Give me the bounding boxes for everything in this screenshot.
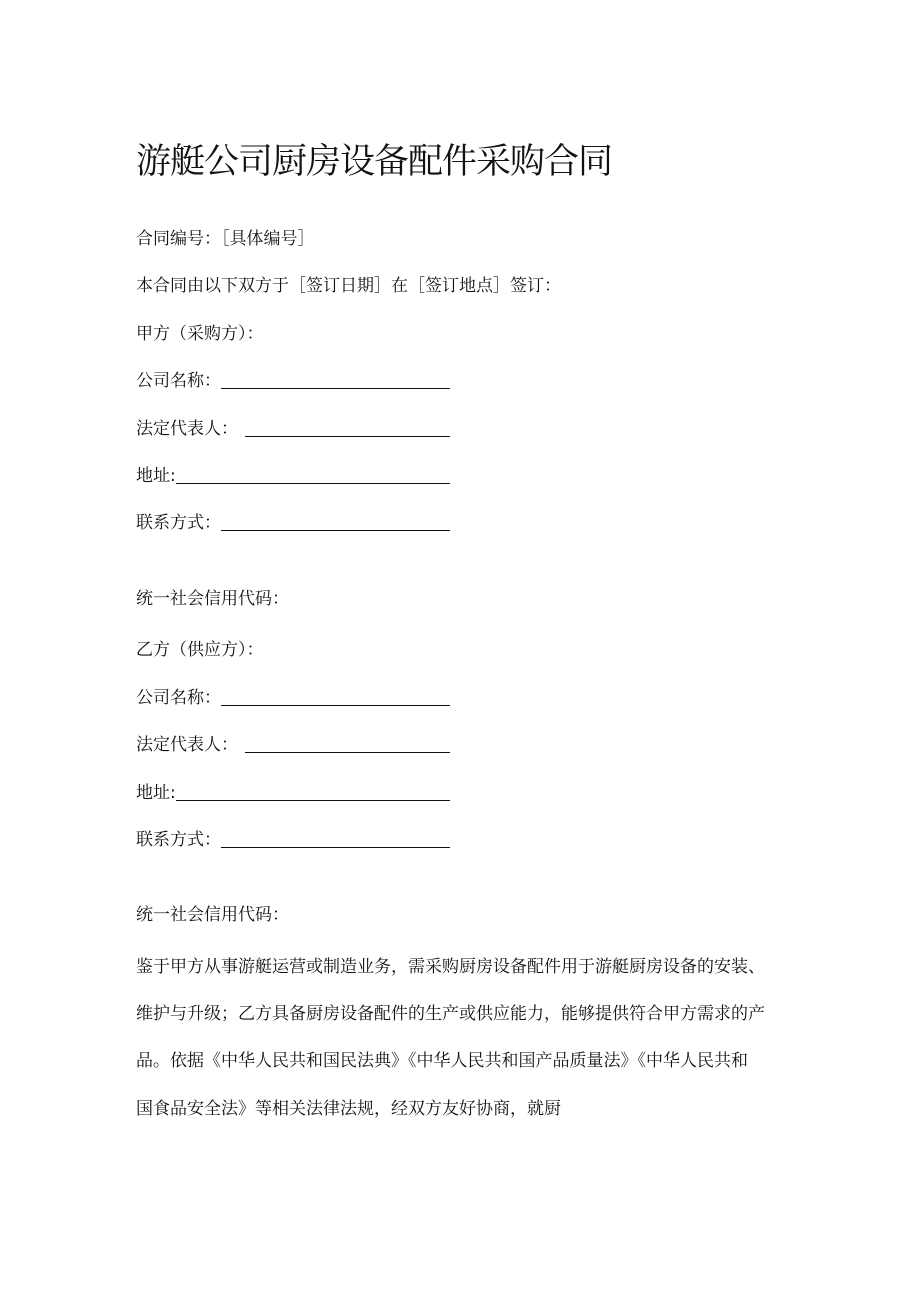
party-b-address-field (136, 781, 176, 805)
party-a-address-blank[interactable] (176, 483, 450, 484)
party-b-contact-blank[interactable] (221, 847, 450, 848)
party-b-contact-label: 联系方式： (136, 830, 221, 850)
party-a-contact-label: 联系方式： (136, 513, 221, 533)
party-b-company-blank[interactable] (221, 705, 450, 706)
party-b-rep-label: 法定代表人： (136, 735, 238, 755)
party-a-rep-blank[interactable] (245, 436, 450, 437)
party-b-rep-field (136, 733, 238, 757)
preamble-line: 鉴于甲方从事游艇运营或制造业务，需采购厨房设备配件用于游艇厨房设备的安装、 (136, 957, 765, 977)
preamble-line: 品。依据《中华人民共和国民法典》《中华人民共和国产品质量法》《中华人民共和 (136, 1051, 748, 1071)
contract-number: 合同编号：［具体编号］ (136, 229, 315, 249)
party-a-rep-field (136, 417, 238, 441)
party-b-heading: 乙方（供应方）： (136, 640, 264, 660)
party-b-credit-code: 统一社会信用代码： (136, 905, 289, 925)
party-a-rep-label: 法定代表人： (136, 419, 238, 439)
party-b-company-field (136, 686, 221, 710)
party-b-address-blank[interactable] (176, 800, 450, 801)
party-a-heading: 甲方（采购方）： (136, 324, 264, 344)
party-a-address-label: 地址: (136, 466, 176, 486)
party-a-contact-blank[interactable] (221, 530, 450, 531)
preamble-line: 国食品安全法》等相关法律法规，经双方友好协商，就厨 (136, 1099, 561, 1119)
document-title: 游艇公司厨房设备配件采购合同 (136, 142, 613, 182)
party-a-address-field (136, 464, 176, 488)
preamble-line: 维护与升级；乙方具备厨房设备配件的生产或供应能力，能够提供符合甲方需求的产 (136, 1004, 765, 1024)
party-a-company-field (136, 369, 221, 393)
party-b-address-label: 地址: (136, 783, 176, 803)
party-b-contact-field (136, 828, 221, 852)
party-a-company-blank[interactable] (221, 388, 450, 389)
party-a-company-label: 公司名称： (136, 371, 221, 391)
party-a-contact-field (136, 511, 221, 535)
party-b-company-label: 公司名称： (136, 688, 221, 708)
signing-intro: 本合同由以下双方于［签订日期］在［签订地点］签订： (136, 276, 561, 296)
party-b-rep-blank[interactable] (245, 752, 450, 753)
party-a-credit-code: 统一社会信用代码： (136, 589, 289, 609)
